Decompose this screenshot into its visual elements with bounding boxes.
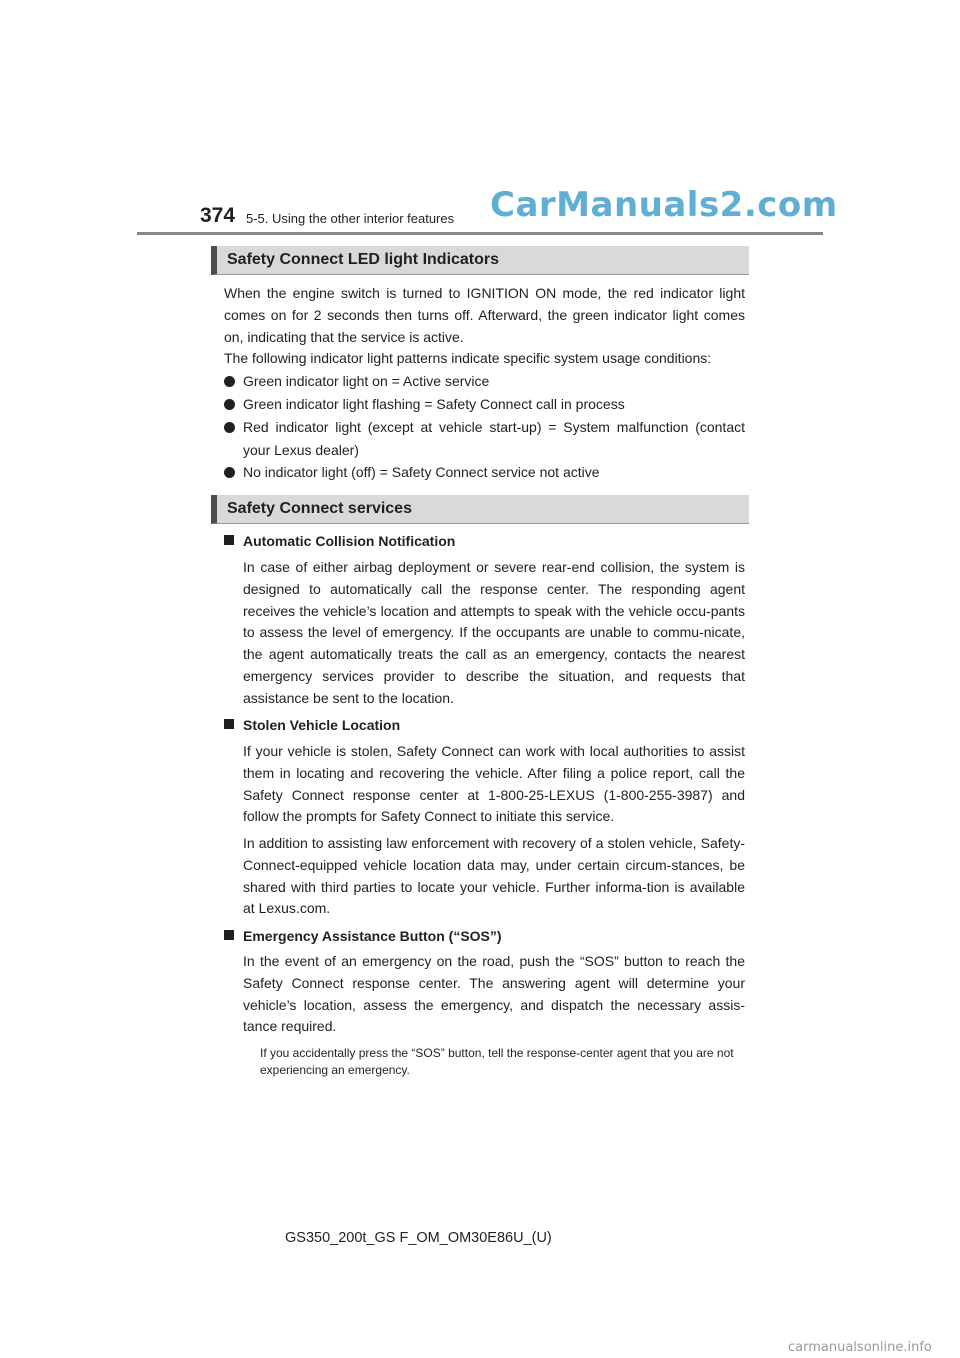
bullet-icon	[224, 467, 235, 478]
collision-notification-text: In case of either airbag deployment or severe rear-end collision, the system is designed to automatically call the response center. The responding agent receives the vehicle’s location and attempts to speak with the vehicle occu-pants to assess the level of emergency. If the occupants are unable to commu-nicate, the agent automatically treats the call as an emergency, contacts the nearest emergency services provider to describe the situation, and requests that assistance be sent to the location.	[243, 559, 745, 706]
header-rule	[137, 232, 823, 235]
square-bullet-icon	[224, 535, 234, 545]
list-item: Green indicator light flashing = Safety Connect call in process	[224, 393, 745, 416]
sos-note: If you accidentally press the “SOS” button, tell the response-center agent that you are not experiencing an emergency.	[260, 1046, 734, 1077]
subheading-stolen-vehicle: Stolen Vehicle Location	[224, 714, 400, 736]
subheading-collision-notification: Automatic Collision Notification	[224, 530, 455, 552]
list-item: Green indicator light on = Active service	[224, 370, 745, 393]
list-item: No indicator light (off) = Safety Connect service not active	[224, 461, 745, 484]
section-heading-led-indicators	[211, 246, 749, 275]
footer-code: GS350_200t_GS F_OM_OM30E86U_(U)	[285, 1230, 552, 1246]
intro-paragraph-2: The following indicator light patterns indicate specific system usage conditions:	[224, 350, 712, 366]
sos-text: In the event of an emergency on the road, push the “SOS” button to reach the Safety Connect response center. The answering agent will determine your vehicle’s location, assess the emergency, and dispatch the necessary assis-tance required.	[243, 953, 745, 1035]
intro-paragraph: When the engine switch is turned to IGNITION ON mode, the red indicator light comes on for 2 seconds then turns off. Afterward, the green indicator light comes on, indicating that the service is active.	[224, 285, 745, 345]
square-bullet-icon	[224, 719, 234, 729]
square-bullet-icon	[224, 930, 234, 940]
bullet-icon	[224, 422, 235, 433]
stolen-vehicle-text: If your vehicle is stolen, Safety Connect can work with local authorities to assist them in locating and recovering the vehicle. After filing a police report, call the Safety Connect response center at 1-800-25-LEXUS (1-800-255-3987) and follow the prompts for Safety Connect to initiate this service.	[243, 743, 745, 825]
chapter-title: 5-5. Using the other interior features	[246, 211, 455, 226]
section-heading-services	[211, 495, 749, 524]
bullet-icon	[224, 399, 235, 410]
subheading-sos-button: Emergency Assistance Button (“SOS”)	[224, 925, 502, 947]
list-item: Red indicator light (except at vehicle start-up) = System malfunction (contact your Lexus dealer)	[224, 416, 745, 461]
bullet-icon	[224, 376, 235, 387]
page-number: 374	[200, 204, 236, 227]
section-title: Safety Connect services	[227, 500, 412, 517]
stolen-vehicle-text-2: In addition to assisting law enforcement with recovery of a stolen vehicle, Safety-Connect-equipped vehicle location data may, under certain circum-stances, be shared with third parties to locate your vehicle. Further informa-tion is available at Lexus.com.	[243, 835, 745, 917]
watermark-logo: CarManuals2.com	[490, 185, 838, 225]
section-title: Safety Connect LED light Indicators	[227, 251, 500, 268]
watermark-footer: carmanualsonline.info	[788, 1340, 932, 1355]
